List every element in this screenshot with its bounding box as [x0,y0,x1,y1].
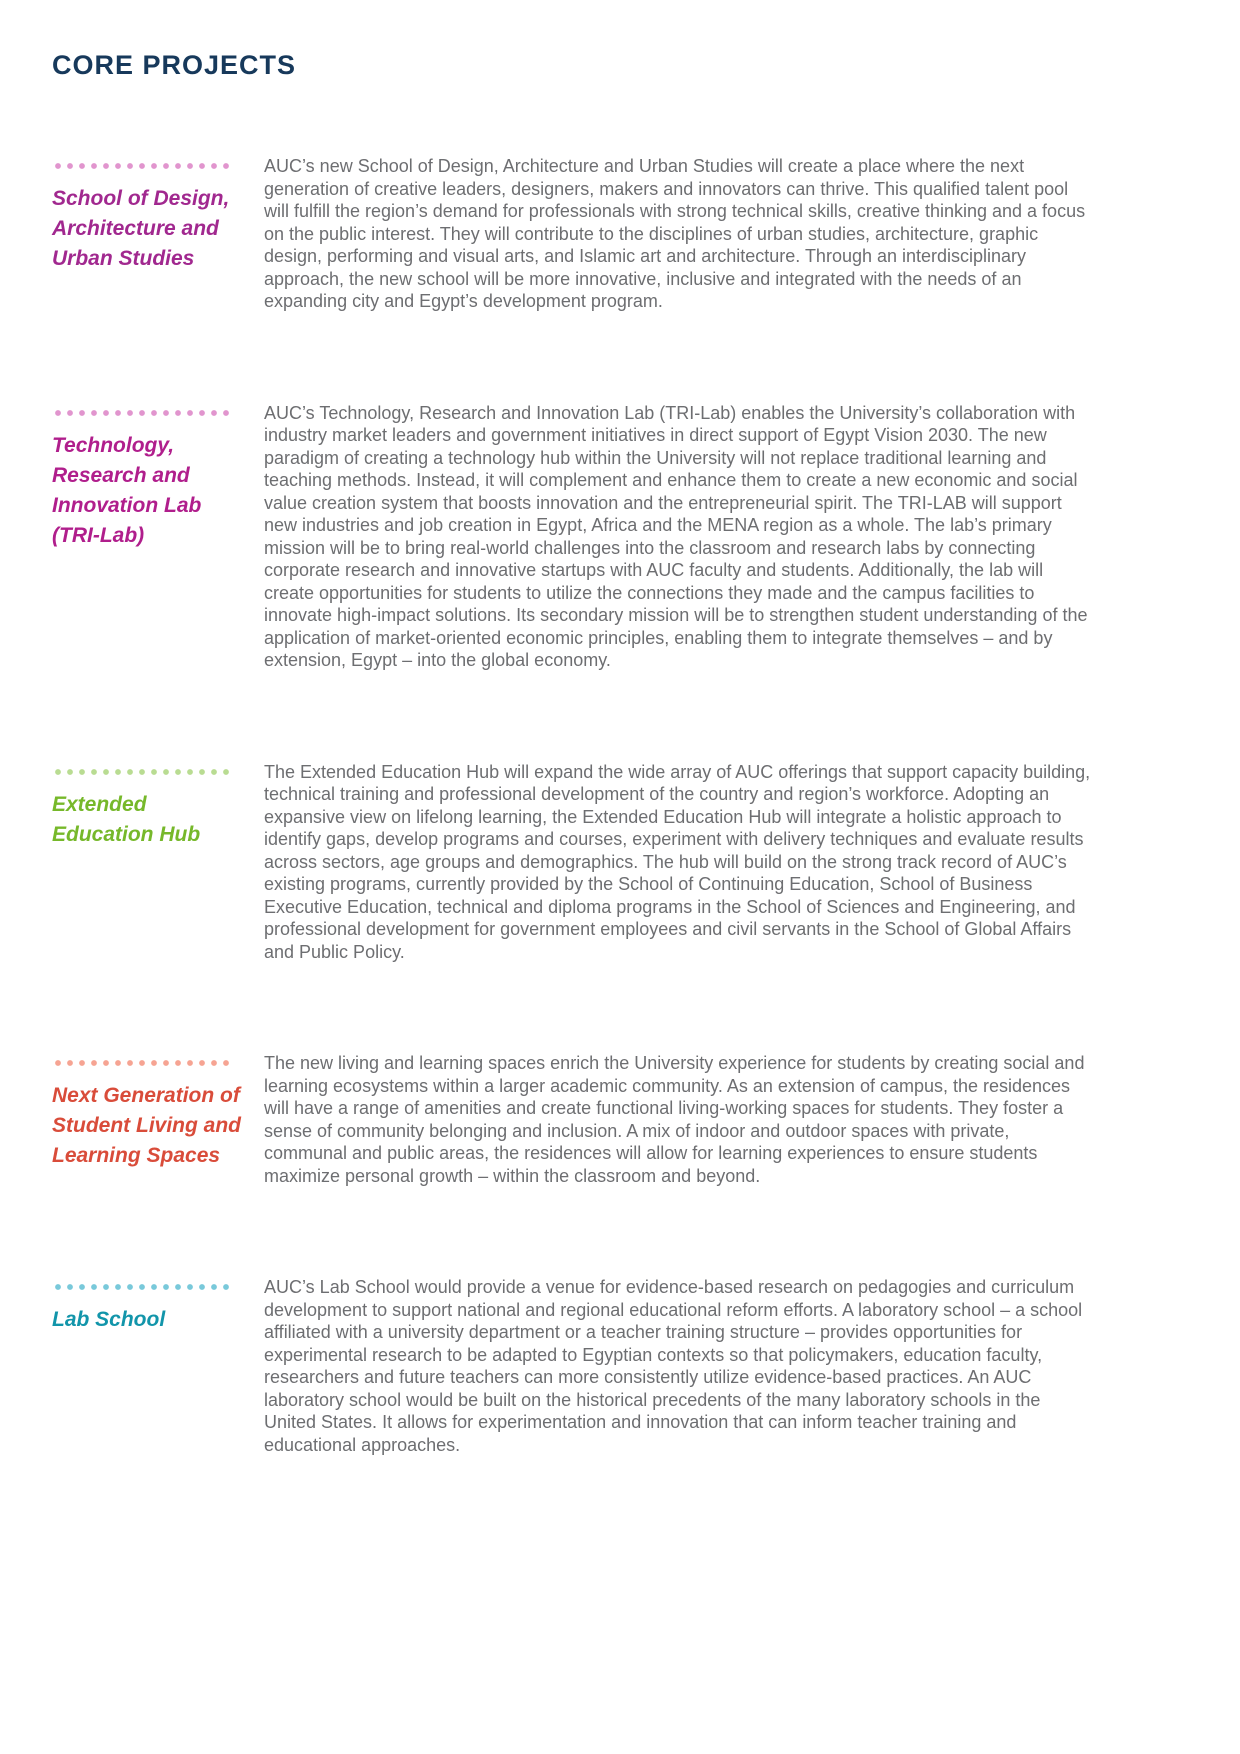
dotted-divider [52,769,234,775]
dotted-divider [52,163,234,169]
section-label-column [52,155,264,274]
section-label-column [52,402,264,551]
section-school-of-design-architecture-and-urban-studies [52,155,1092,313]
section-heading: Extended Education Hub [52,792,201,846]
section-heading: School of Design, Architecture and Urban Studies [52,187,230,270]
section-body-text: AUC’s Technology, Research and Innovation Lab (TRI-Lab) enables the University’s collaboration with industry market leaders and government initiatives in direct support of Egypt Vision 2030. The new paradigm of creating a technology hub within the University will not replace traditional learning and teaching methods. Instead, it will complement and enhance them to create a new economic and social value creation system that boosts innovation and the entrepreneurial spirit. The TRI-LAB will support new industries and job creation in Egypt, Africa and the MENA region as a whole. The lab’s primary mission will be to bring real-world challenges into the classroom and research labs by connecting corporate research and innovative startups with AUC faculty and students. Additionally, the lab will create opportunities for students to utilize the connections they made and the campus facilities to innovate high-impact solutions. Its secondary mission will be to strengthen student understanding of the application of market-oriented economic principles, enabling them to integrate themselves – and by extension, Egypt – into the global economy. [264,402,1088,670]
dotted-divider [52,1284,234,1290]
section-body-text: The Extended Education Hub will expand the wide array of AUC offerings that support capacity building, technical training and professional development of the country and region’s workforce. Adopting an expansive view on lifelong learning, the Extended Education Hub will integrate a holistic approach to identify gaps, develop programs and courses, experiment with delivery techniques and evaluate results across sectors, age groups and demographics. The hub will build on the strong track record of AUC’s existing programs, currently provided by the School of Continuing Education, School of Business Executive Education, technical and diploma programs in the School of Sciences and Engineering, and professional development for government employees and civil servants in the School of Global Affairs and Public Policy. [264,761,1091,962]
section-body-text: AUC’s new School of Design, Architecture and Urban Studies will create a place where the next generation of creative leaders, designers, makers and innovators can thrive. This qualified talent pool will fulfill the region’s demand for professionals with strong technical skills, creative thinking and a focus on the public interest. They will contribute to the disciplines of urban studies, architecture, graphic design, performing and visual arts, and Islamic art and architecture. Through an interdisciplinary approach, the new school will be more innovative, inclusive and integrated with the needs of an expanding city and Egypt’s development program. [264,156,1086,311]
section-extended-education-hub [52,761,1092,964]
section-technology-research-and-innovation-lab [52,402,1092,672]
dotted-divider [52,410,234,416]
section-heading: Next Generation of Student Living and Learning Spaces [52,1084,241,1167]
section-heading: Technology, Research and Innovation Lab (TRI-Lab) [52,433,202,547]
section-label-column [52,1052,264,1171]
section-heading: Lab School [52,1308,166,1331]
section-label-column [52,761,264,850]
section-body-text: AUC’s Lab School would provide a venue for evidence-based research on pedagogies and curriculum development to support national and regional educational reform efforts. A laboratory school – a school affiliated with a university department or a teacher training structure – provides opportunities for experimental research to be adapted to Egyptian contexts so that policymakers, education faculty, researchers and future teachers can more consistently utilize evidence-based practices. An AUC laboratory school would be built on the historical precedents of the many laboratory schools in the United States. It allows for experimentation and innovation that can inform teacher training and educational approaches. [264,1277,1083,1455]
dotted-divider [52,1060,234,1066]
section-label-column [52,1276,264,1335]
section-lab-school [52,1276,1092,1456]
page-title: CORE PROJECTS [52,50,297,80]
section-body-text: The new living and learning spaces enrich the University experience for students by creating social and learning ecosystems within a larger academic community. As an extension of campus, the residences will have a range of amenities and create functional living-working spaces for students. They foster a sense of community belonging and inclusion. A mix of indoor and outdoor spaces with private, communal and public areas, the residences will allow for learning experiences to ensure students maximize personal growth – within the classroom and beyond. [264,1053,1085,1186]
section-next-generation-student-living [52,1052,1092,1187]
